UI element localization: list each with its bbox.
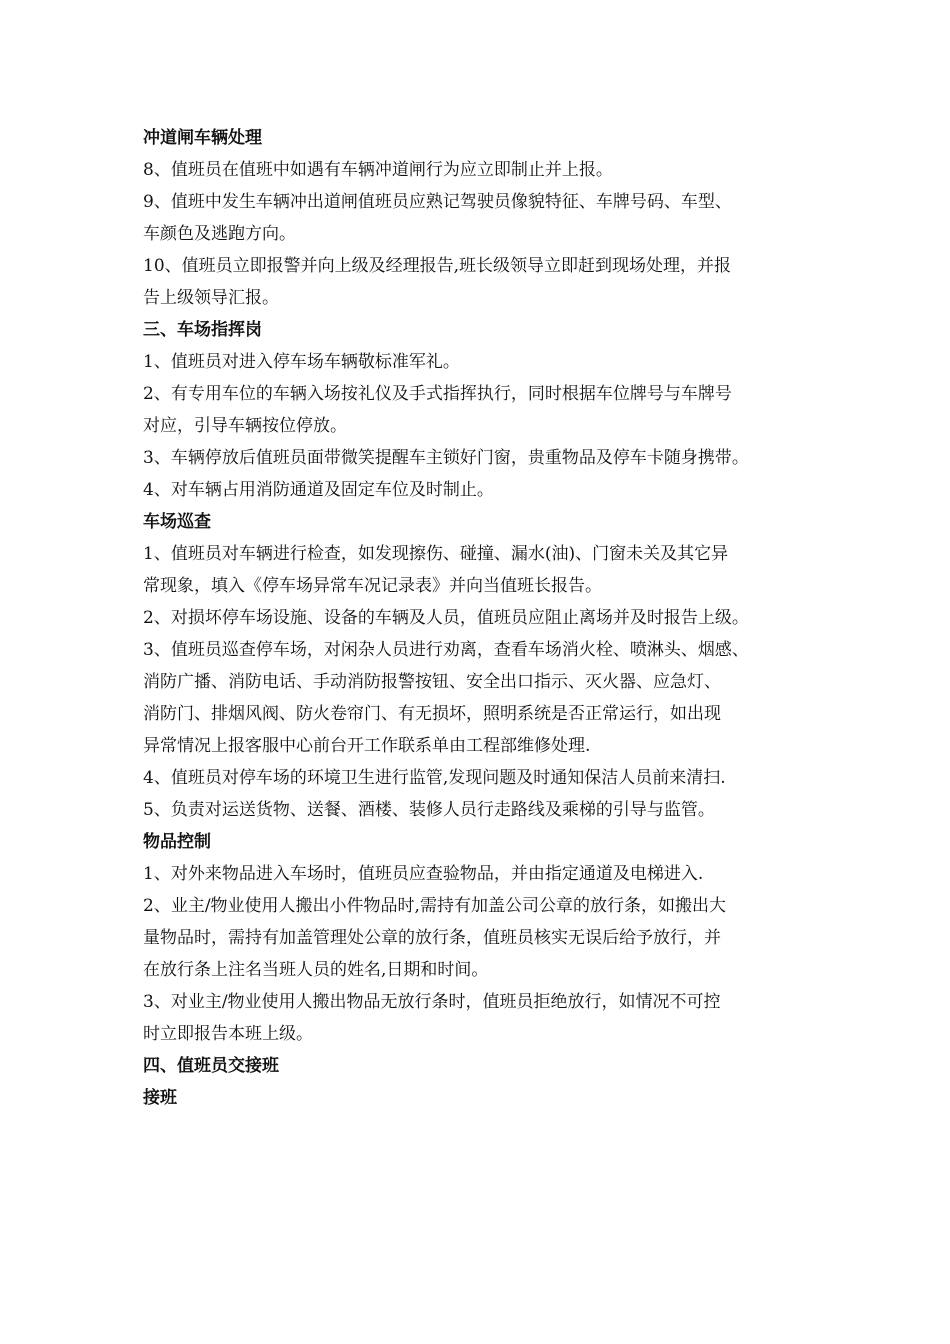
paragraph-item-8: 8、值班员在值班中如遇有车辆冲道闸行为应立即制止并上报。 (143, 160, 613, 180)
paragraph-patrol-4: 4、值班员对停车场的环境卫生进行监管,发现问题及时通知保洁人员前来清扫. (143, 768, 726, 788)
section-heading-patrol: 车场巡查 (143, 512, 211, 532)
paragraph-command-3: 3、车辆停放后值班员面带微笑提醒车主锁好门窗，贵重物品及停车卡随身携带。 (143, 448, 749, 468)
paragraph-patrol-2: 2、对损坏停车场设施、设备的车辆及人员，值班员应阻止离场并及时报告上级。 (143, 608, 749, 628)
section-heading-goods-control: 物品控制 (143, 832, 211, 852)
section-heading-shift-handover: 四、值班员交接班 (143, 1056, 279, 1076)
paragraph-item-10: 10、值班员立即报警并向上级及经理报告,班长级领导立即赶到现场处理，并报 告上级领导汇报。 (143, 256, 732, 308)
paragraph-item-9: 9、值班中发生车辆冲出道闸值班员应熟记驾驶员像貌特征、车牌号码、车型、 车颜色及逃跑方向。 (143, 192, 732, 244)
paragraph-patrol-5: 5、负责对运送货物、送餐、酒楼、装修人员行走路线及乘梯的引导与监管。 (143, 800, 715, 820)
paragraph-goods-2: 2、业主/物业使用人搬出小件物品时,需持有加盖公司公章的放行条，如搬出大 量物品时，需持有加盖管理处公章的放行条，值班员核实无误后给予放行，并 在放行条上注名当班人员的姓名,日期和时间。 (143, 896, 726, 980)
paragraph-patrol-3: 3、值班员巡查停车场，对闲杂人员进行劝离，查看车场消火栓、喷淋头、烟感、 消防广播、消防电话、手动消防报警按钮、安全出口指示、灭火器、应急灯、 消防门、排烟风阀、防火卷帘门、有无损坏，照明系统是否正常运行，如出现 异常情况上报客服中心前台开工作联系单由工程部维修处理. (143, 640, 749, 756)
paragraph-goods-3: 3、对业主/物业使用人搬出物品无放行条时，值班员拒绝放行，如情况不可控 时立即报告本班上级。 (143, 992, 721, 1044)
section-heading-parking-command: 三、车场指挥岗 (143, 320, 262, 340)
section-heading-gate-rush: 冲道闸车辆处理 (143, 128, 262, 148)
paragraph-goods-1: 1、对外来物品进入车场时，值班员应查验物品，并由指定通道及电梯进入. (143, 864, 704, 884)
document-body (143, 122, 833, 1114)
paragraph-command-2: 2、有专用车位的车辆入场按礼仪及手式指挥执行，同时根据车位牌号与车牌号 对应，引导车辆按位停放。 (143, 384, 732, 436)
subsection-heading-take-over: 接班 (143, 1088, 177, 1108)
paragraph-command-1: 1、值班员对进入停车场车辆敬标准军礼。 (143, 352, 460, 372)
paragraph-command-4: 4、对车辆占用消防通道及固定车位及时制止。 (143, 480, 494, 500)
paragraph-patrol-1: 1、值班员对车辆进行检查，如发现擦伤、碰撞、漏水(油)、门窗未关及其它异 常现象，填入《停车场异常车况记录表》并向当值班长报告。 (143, 544, 729, 596)
